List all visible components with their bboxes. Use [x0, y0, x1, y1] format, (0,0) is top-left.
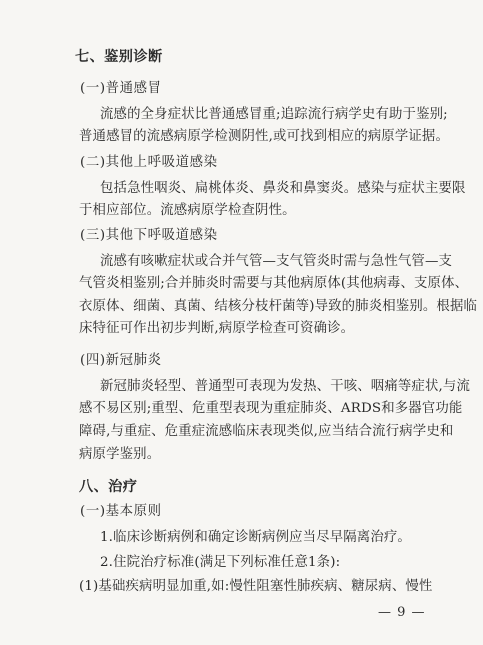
paragraph-line: 感不易区别;重型、危重型表现为重症肺炎、ARDS和多器官功能 — [79, 401, 463, 416]
paragraph-line: 1.临床诊断病例和确定诊断病例应当尽早隔离治疗。 — [100, 530, 411, 545]
paragraph-line: 床特征可作出初步判断,病原学检查可资确诊。 — [79, 321, 355, 336]
section-heading-treatment: 八、治疗 — [79, 479, 138, 495]
paragraph-line: 流感有咳嗽症状或合并气管—支气管炎时需与急性气管—支 — [100, 254, 453, 269]
subsection-heading-basic-principles: (一)基本原则 — [80, 504, 162, 519]
paragraph-line: 2.住院治疗标准(满足下列标准任意1条): — [100, 555, 341, 570]
paragraph-line: 病原学鉴别。 — [79, 447, 161, 462]
paragraph-line: 气管炎相鉴别;合并肺炎时需要与其他病原体(其他病毒、支原体、 — [79, 276, 469, 291]
subsection-heading-covid-pneumonia: (四)新冠肺炎 — [80, 353, 162, 368]
section-heading-differential-diagnosis: 七、鉴别诊断 — [75, 49, 163, 65]
paragraph-line: 流感的全身症状比普通感冒重;追踪流行病学史有助于鉴别; — [100, 107, 448, 122]
paragraph-line: (1)基础疾病明显加重,如:慢性阻塞性肺疾病、糖尿病、慢性 — [79, 579, 433, 594]
paragraph-line: 普通感冒的流感病原学检测阴性,或可找到相应的病原学证据。 — [79, 129, 450, 144]
paragraph-line: 衣原体、细菌、真菌、结核分枝杆菌等)导致的肺炎相鉴别。根据临 — [79, 299, 478, 314]
page-number: — 9 — — [378, 605, 426, 620]
paragraph-line: 于相应部位。流感病原学检查阴性。 — [79, 203, 296, 218]
paragraph-line: 障碍,与重症、危重症流感临床表现类似,应当结合流行病学史和 — [79, 424, 454, 439]
paragraph-line: 包括急性咽炎、扁桃体炎、鼻炎和鼻窦炎。感染与症状主要限 — [100, 181, 466, 196]
subsection-heading-common-cold: (一)普通感冒 — [80, 81, 162, 96]
subsection-heading-upper-respiratory: (二)其他上呼吸道感染 — [80, 155, 218, 170]
paragraph-line: 新冠肺炎轻型、普通型可表现为发热、干咳、咽痛等症状,与流 — [100, 379, 471, 394]
subsection-heading-lower-respiratory: (三)其他下呼吸道感染 — [80, 228, 218, 243]
